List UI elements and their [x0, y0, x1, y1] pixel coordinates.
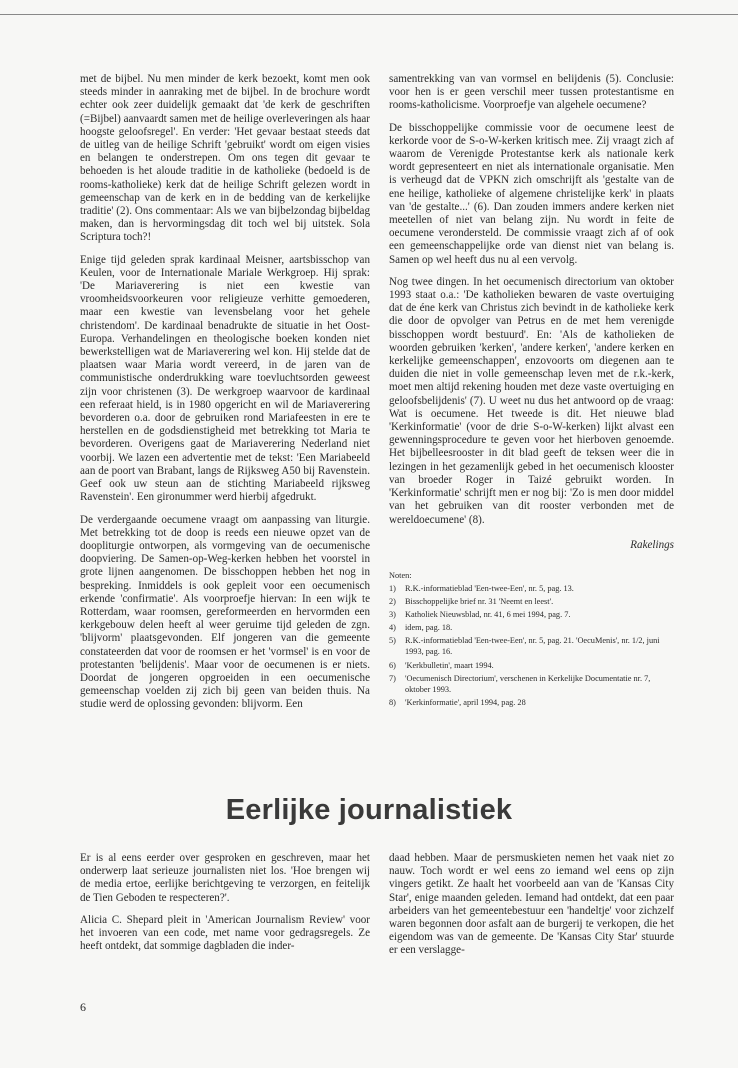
footnote-text: Katholiek Nieuwsblad, nr. 41, 6 mei 1994, pag. 7. [405, 610, 571, 620]
footnote [389, 622, 674, 633]
column-left-top [80, 73, 370, 721]
footnote [389, 697, 674, 708]
footnote-text: idem, pag. 18. [405, 623, 453, 633]
paragraph: De bisschoppelijke commissie voor de oecumene leest de kerkorde voor de S-o-W-kerken kritisch mee. Zij vraagt zich af waarom de Verenigde Protestantse kerk als nationale kerk wordt gepresenteert en niet als internationale organisatie. Men is verheugd dat de VPKN zich omschrijft als 'gestalte van de ene heilige, katholieke of algemene christelijke kerk' in plaats van 'de gestalte...' (6). Dan zouden immers andere kerken niet meetellen of niet van belang zijn. Nu wordt in feite de oecumene verondersteld. De commissie vraagt zich af of ook een gemeenschappelijke orde van dienst niet van belang is. Samen op wel heeft dus nu al een vervolg. [389, 121, 674, 266]
paragraph: daad hebben. Maar de persmuskieten nemen het vaak niet zo nauw. Toch wordt er wel eens zo iemand wel eens op zijn vingers getikt. Ze haalt het voorbeeld aan van de 'Kansas City Star', enige maanden geleden. Iemand had ontdekt, dat een paar arbeiders van het gemeentebestuur een 'handeltje' voor zichzelf waren begonnen door asfalt aan de burgerij te verkopen, die het eigendom was van de gemeente. De 'Kansas City Star' stuurde er een verslagge- [389, 852, 674, 957]
footnote [389, 673, 674, 695]
paragraph: samentrekking van van vormsel en belijdenis (5). Conclusie: voor hen is er geen verschil meer tussen protestantisme en rooms-katholicisme. Voorproefje van algehele oecumene? [389, 73, 674, 112]
top-rule [0, 14, 738, 15]
paragraph: Nog twee dingen. In het oecumenisch directorium van oktober 1993 staat o.a.: 'De katholieken bewaren de vaste overtuiging dat de éne kerk van Christus zich bevindt in de katholieke kerk die door de opvolger van Petrus en de met hem verenigde bisschoppen wordt bestuurd'. En: 'Als de katholieken de woorden gebruiken 'kerken', 'andere kerken', 'andere kerken en kerkelijke gemeenschappen', enzovoorts om diegenen aan te duiden die niet in volle gemeenschap leven met de r.k.-kerk, moet men altijd rekening houden met deze vaste overtuiging en geloofsbelijdenis' (7). U weet nu dus het antwoord op de vraag: Wat is oecumene. Het tweede is dit. Het nieuwe blad 'Kerkinformatie' (voor de drie S-o-W-kerken) lijkt alvast een gewenningsprocedure te geven voor het hierboven genoemde. Het bijbelleesrooster in dit blad geeft de teksen weer die in lezingen in het gezamenlijk gebed in het oecumenisch klooster van broeder Roger in Taizé gebruikt worden. In 'Kerkinformatie' schrijft men er nog bij: 'Zo is men door middel van het gebruiken van dit rooster verbonden met de wereldoecumene' (8). [389, 275, 674, 526]
footnote-text: R.K.-informatieblad 'Een-twee-Een', nr. 5, pag. 21. 'OecuMenis', nr. 1/2, juni 1993, pag. 16. [405, 636, 660, 657]
footnote-text: 'Kerkbulletin', maart 1994. [405, 660, 494, 670]
footnote [389, 609, 674, 620]
footnote [389, 635, 674, 657]
paragraph: met de bijbel. Nu men minder de kerk bezoekt, komt men ook steeds minder in aanraking met de bijbel. In de brochure wordt echter ook zeer duidelijk gemaakt dat 'de kerk de geschriften (=Bijbel) aanvaardt samen met de heilige overleveringen als haar hoogste geloofsregel'. En verder: 'Het gevaar bestaat steeds dat de uitleg van de heilige Schrift 'gebruikt' wordt om eigen visies en belangen te onderstrepen. Om ons tegen dit gevaar te behoeden is het aloude traditie in de katholieke (bedoeld is de rooms-katholieke) kerk dat de heilige Schrift gelezen wordt in gemeenschap van de kerk en in de bedding van de kerkelijke traditie' (2). Ons commentaar: Als we van bijbelzondag bijbeldag maken, dan is hervormingsdag dit toch wel bij uitstek. Sola Scriptura toch?! [80, 73, 370, 244]
column-right-top [389, 73, 674, 710]
footnote-number: 1) [389, 584, 396, 593]
footnote-number: 4) [389, 623, 396, 633]
footnote [389, 596, 674, 607]
footnote-text: 'Oecumenisch Directorium', verschenen in Kerkelijke Documentatie nr. 7, oktober 1993. [405, 673, 651, 694]
footnote-text: 'Kerkinformatie', april 1994, pag. 28 [405, 697, 526, 707]
column-left-bottom [80, 852, 370, 962]
footnote-number: 8) [389, 697, 396, 707]
footnote [389, 583, 674, 594]
paragraph: Alicia C. Shepard pleit in 'American Journalism Review' voor het invoeren van een code, met name voor gedragsregels. Ze heeft ontdekt, dat sommige dagbladen die inder- [80, 913, 370, 953]
footnotes [389, 570, 674, 708]
footnote-text: R.K.-informatieblad 'Een-twee-Een', nr. 5, pag. 13. [405, 584, 574, 593]
footnotes-title: Noten: [389, 570, 412, 580]
page-number: 6 [80, 1000, 86, 1014]
paragraph: Enige tijd geleden sprak kardinaal Meisner, aartsbisschop van Keulen, voor de Internationale Mariale Werkgroep. Hij sprak: 'De Mariaverering is niet een kwestie van vroomheidsvoorkeuren voor religieuze verhitte gemoederen, maar een kwestie van levensbelang voor het gehele christendom'. De kardinaal benadrukte de situatie in het Oost-Europa. Verhandelingen en theologische boeken konden niet bewerkstelligen wat de Mariaverering wel kon. Hij stelde dat de plaatsen waar Maria wordt vereerd, in de jaren van de communistische onderdrukking ware toevluchtsorden geweest zijn voor christenen (3). De werkgroep waarvoor de kardinaal een referaat hield, is in 1980 opgericht en wil de Mariaverering bevorderen o.a. door de gebruiken rond Mariafeesten in ere te herstellen en de godsdienstigheid met betrekking tot Maria te bevorderen. Overigens gaat de Mariaverering Nederland niet voorbij. We lazen een advertentie met de tekst: 'Een Mariabeeld aan de poort van Brabant, langs de Rijksweg A50 bij Ravenstein. Geef ook uw steun aan de stichting Mariabeeld rijksweg Ravenstein'. Een gironummer werd hierbij afgedrukt. [80, 253, 370, 504]
footnote-number: 6) [389, 660, 396, 670]
paragraph: Er is al eens eerder over gesproken en geschreven, maar het onderwerp laat serieuze journalisten niet los. 'Hoe brengen wij de media ertoe, eerlijke berichtgeving te verzorgen, en feitelijk de Tien Geboden te respecteren?'. [80, 852, 370, 904]
footnote-number: 2) [389, 597, 396, 607]
paragraph: De verdergaande oecumene vraagt om aanpassing van liturgie. Met betrekking tot de doop is reeds een nieuwe opzet van de doopliturgie ontworpen, als vormgeving van de oecumenische doopviering. De Samen-op-Weg-kerken hebben het voorstel in grote lijnen aangenomen. De bisschoppen hebben het nog in bespreking. Inmiddels is ook gepleit voor een oecumenisch erkende 'confirmatie'. Als voorproefje hiervan: In een wijk te Rotterdam, waar roomsen, gereformeerden en hervormden een kerkgebouw delen heeft al weer geruime tijd geleden de zgn. 'blijvorm' plaatsgevonden. Elf jongeren van die gemeente constateerden dat voor de roomsen er het 'vormsel' is en voor de protestanten 'belijdenis'. Maar voor de oecumenen is er niets. Doordat de jongeren opgroeiden in een oecumenische gemeenschap voelden zij zich bij geen van beiden thuis. Na studie werd de oplossing gevonden: blijvorm. Een [80, 513, 370, 711]
footnote-text: Bisschoppelijke brief nr. 31 'Neemt en leest'. [405, 597, 554, 607]
footnote [389, 660, 674, 671]
footnote-number: 5) [389, 636, 396, 646]
footnote-number: 7) [389, 673, 396, 683]
footnote-number: 3) [389, 610, 396, 620]
article-headline: Eerlijke journalistiek [225, 794, 513, 826]
column-right-bottom [389, 852, 674, 967]
author-signature: Rakelings [630, 538, 674, 551]
